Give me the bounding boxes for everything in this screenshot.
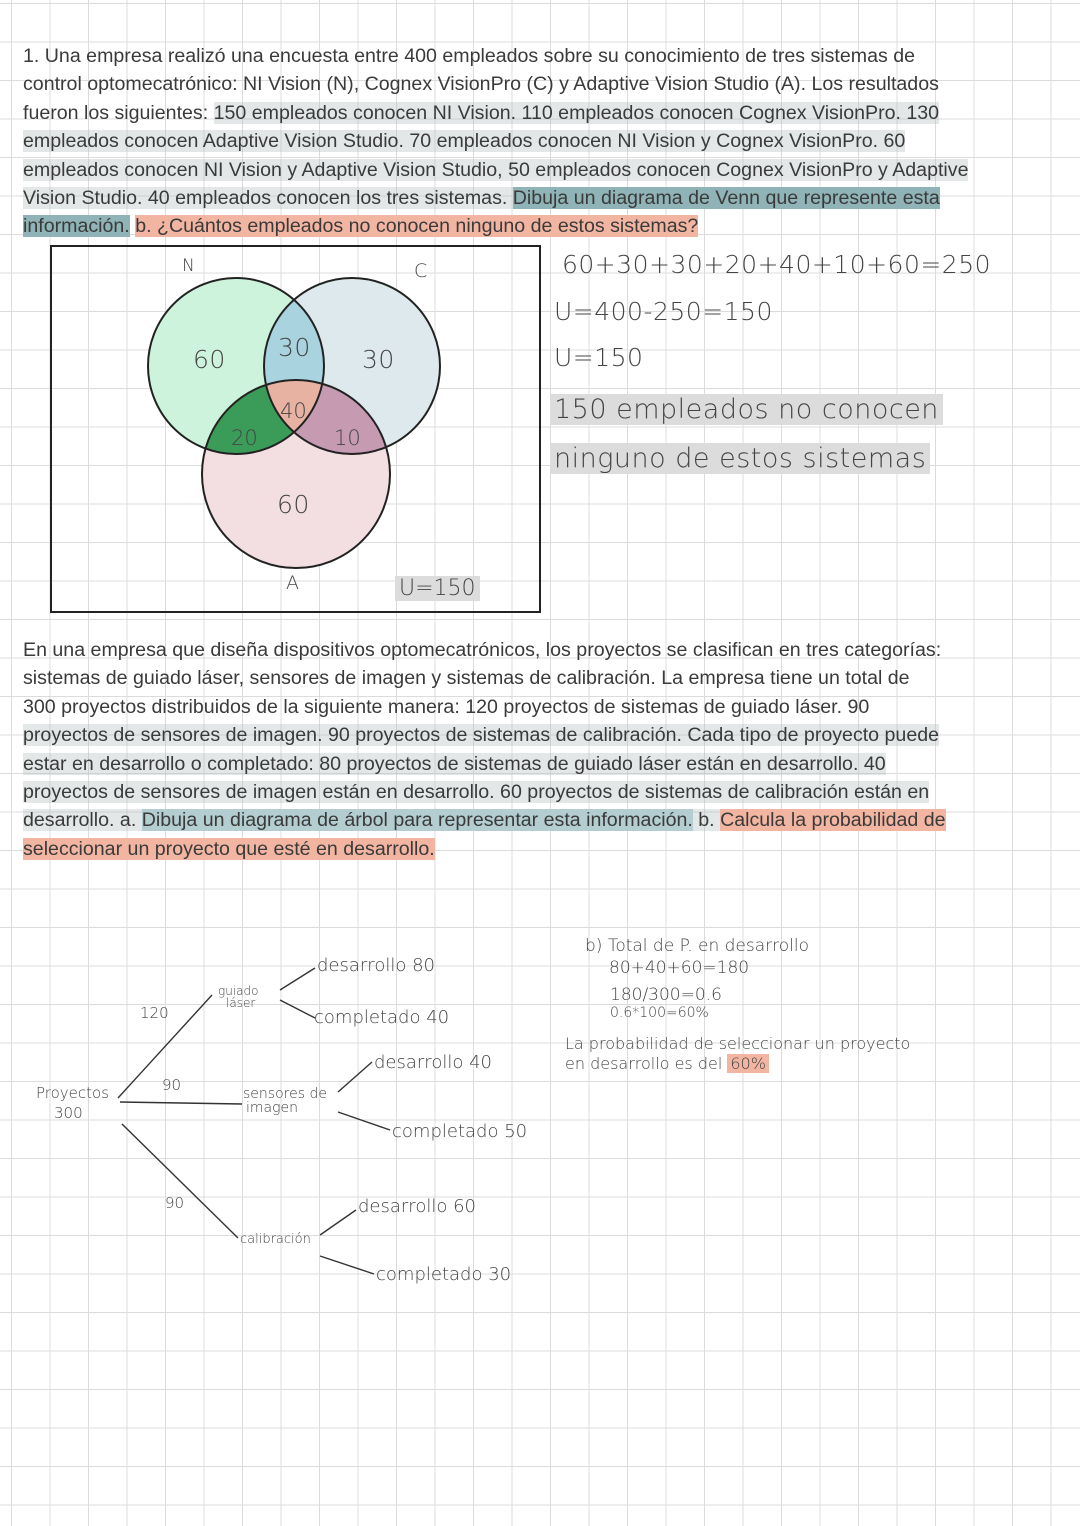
tree-branch2-count: 90 bbox=[162, 1076, 182, 1094]
problem1-line1: 1. Una empresa realizó una encuesta entre 400 empleados sobre su conocimiento de tres sistemas de bbox=[23, 45, 916, 67]
solution1-u-result: U=150 bbox=[554, 343, 644, 372]
venn-n-and-c: 30 bbox=[278, 333, 311, 362]
venn-label-a: A bbox=[286, 572, 299, 594]
branch-calibracion bbox=[122, 1124, 238, 1238]
tree-root-value: 300 bbox=[54, 1104, 83, 1122]
highlight-fact: Vision Studio. 40 empleados conocen los tres sistemas. bbox=[23, 187, 513, 210]
leaf-line-4 bbox=[338, 1112, 390, 1130]
problem2-line1: En una empresa que diseña dispositivos optomecatrónicos, los proyectos se clasifican en tres categorías: bbox=[23, 639, 942, 661]
tree-branch2-label-a: sensores de bbox=[243, 1086, 327, 1102]
tree-branch3-label: calibración bbox=[240, 1232, 311, 1247]
problem1-line2: control optomecatrónico: NI Vision (N), Cognex VisionPro (C) y Adaptive Vision Studio (A). Los resultados bbox=[23, 73, 939, 96]
solution2-title: b) Total de P. en desarrollo bbox=[585, 936, 810, 956]
solution2-result: 60% bbox=[727, 1054, 769, 1073]
venn-only-n: 60 bbox=[193, 345, 226, 374]
venn-label-n: N bbox=[182, 256, 195, 276]
venn-c-and-a: 10 bbox=[334, 426, 361, 450]
leaf-line-3 bbox=[338, 1062, 372, 1092]
tree-leaf-3: desarrollo 40 bbox=[374, 1052, 492, 1073]
problem2-line3: 300 proyectos distribuidos de la siguiente manera: 120 proyectos de sistemas de guiado láser. 90 bbox=[23, 695, 870, 718]
highlight-fact: estar en desarrollo o completado: 80 proyectos de sistemas de guiado láser están en desarrollo. 40 bbox=[23, 752, 886, 775]
leaf-line-6 bbox=[320, 1256, 374, 1274]
solution2-conclusion-line1: La probabilidad de seleccionar un proyecto bbox=[565, 1034, 911, 1053]
tree-leaf-2: completado 40 bbox=[314, 1007, 450, 1028]
tree-branch1-label-b: láser bbox=[226, 996, 256, 1010]
highlight-fact: empleados conocen NI Vision y Adaptive Vision Studio, 50 empleados conocen Cognex VisionPro y Adaptive bbox=[23, 158, 969, 181]
venn-all-three: 40 bbox=[280, 399, 307, 423]
tree-leaf-5: desarrollo 60 bbox=[358, 1196, 476, 1217]
solution1-answer-line2: ninguno de estos sistemas bbox=[550, 443, 930, 474]
leaf-line-2 bbox=[280, 1000, 315, 1018]
highlight-task-b: b. ¿Cuántos empleados no conocen ninguno de estos sistemas? bbox=[135, 215, 699, 238]
solution2-sum: 80+40+60=180 bbox=[609, 958, 750, 978]
highlight-fact: b. bbox=[692, 809, 721, 832]
highlight-fact: proyectos de sensores de imagen. 90 proyectos de sistemas de calibración. Cada tipo de proyecto puede bbox=[23, 724, 940, 747]
venn-universe-value: U=150 bbox=[395, 576, 480, 601]
tree-branch1-label-a: guiado bbox=[218, 984, 259, 998]
tree-leaf-1: desarrollo 80 bbox=[317, 955, 435, 976]
leaf-line-5 bbox=[320, 1210, 356, 1235]
problem1-line3-a: fueron los siguientes: bbox=[23, 101, 214, 124]
solution1-answer-line1: 150 empleados no conocen bbox=[550, 394, 943, 425]
highlight-task-b: Calcula la probabilidad de bbox=[720, 809, 946, 832]
venn-label-c: C bbox=[414, 260, 428, 282]
venn-only-a: 60 bbox=[277, 490, 310, 519]
highlight-task-b: seleccionar un proyecto que esté en desarrollo. bbox=[23, 837, 435, 860]
problem2-line2: sistemas de guiado láser, sensores de imagen y sistemas de calibración. La empresa tiene un total de bbox=[23, 667, 910, 690]
highlight-fact: 110 empleados conocen Cognex VisionPro. 130 bbox=[516, 101, 940, 124]
highlight-fact: proyectos de sensores de imagen están en desarrollo. 60 proyectos de sistemas de calibración están en bbox=[23, 781, 930, 804]
highlight-task-a: Dibuja un diagrama de Venn que represente esta bbox=[512, 187, 940, 210]
solution2-ratio: 180/300=0.6 bbox=[610, 985, 722, 1005]
leaf-line-1 bbox=[280, 968, 315, 990]
tree-branch1-count: 120 bbox=[140, 1004, 169, 1022]
tree-branch3-count: 90 bbox=[165, 1194, 185, 1212]
highlight-task-a: información. bbox=[23, 215, 130, 238]
solution2-conclusion-line2 bbox=[565, 1054, 769, 1073]
solution2-conclusion-text: en desarrollo es del bbox=[565, 1054, 723, 1073]
highlight-fact: 150 empleados conocen NI Vision. bbox=[213, 101, 517, 124]
solution1-sum: 60+30+30+20+40+10+60=250 bbox=[562, 250, 992, 279]
highlight-task-a: Dibuja un diagrama de árbol para representar esta información. bbox=[141, 809, 693, 832]
tree-leaf-4: completado 50 bbox=[392, 1121, 528, 1142]
tree-root-label: Proyectos bbox=[36, 1084, 110, 1102]
highlight-fact: empleados conocen Adaptive Vision Studio. 70 empleados conocen NI Vision y Cognex VisionPro. 60 bbox=[23, 130, 906, 153]
venn-only-c: 30 bbox=[362, 345, 395, 374]
tree-branch2-label-b: imagen bbox=[246, 1100, 298, 1116]
solution2-percent: 0.6*100=60% bbox=[610, 1005, 709, 1021]
venn-n-and-a: 20 bbox=[231, 426, 258, 450]
highlight-fact: desarrollo. a. bbox=[23, 809, 142, 832]
tree-leaf-6: completado 30 bbox=[376, 1264, 512, 1285]
branch-sensores bbox=[120, 1102, 242, 1104]
solution1-u-line: U=400-250=150 bbox=[554, 297, 773, 326]
